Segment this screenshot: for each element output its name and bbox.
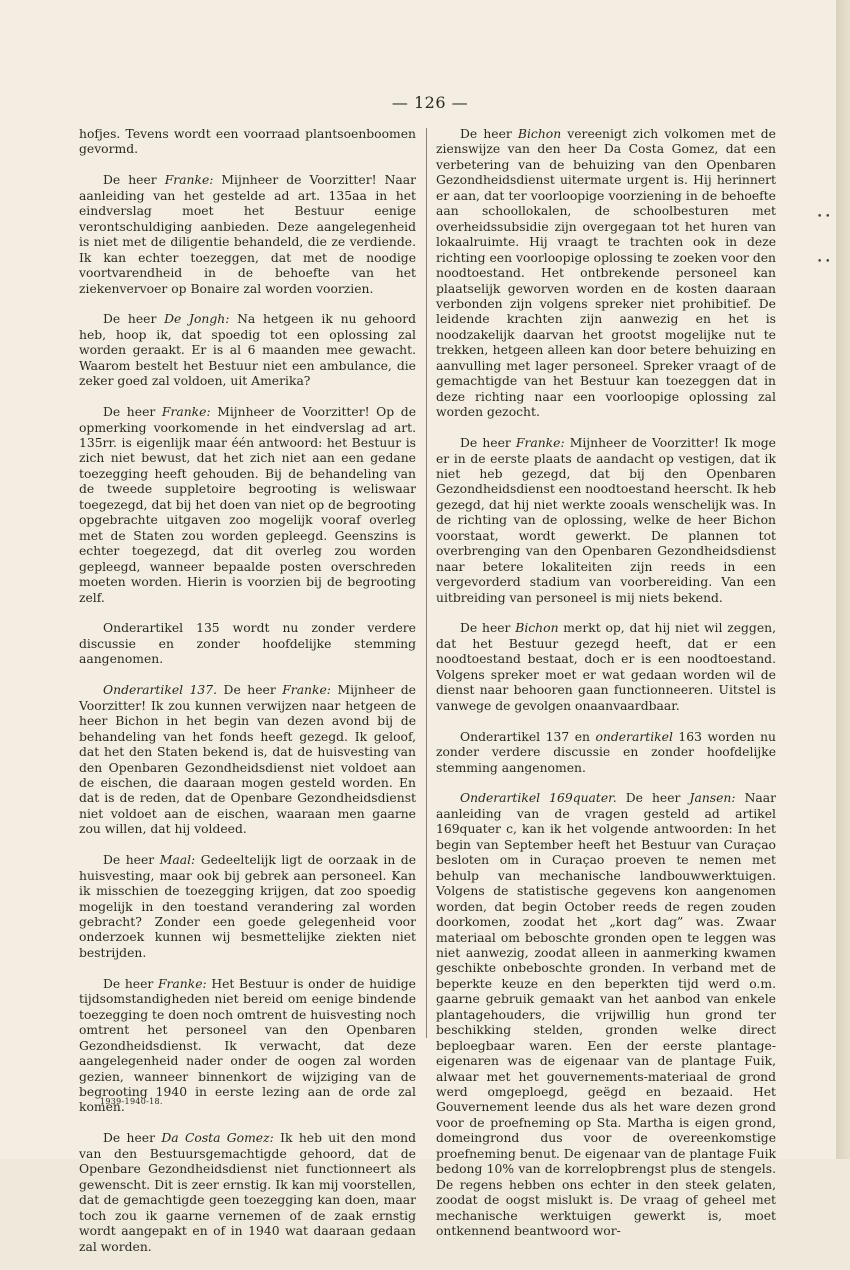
right-paragraph	[436, 436, 776, 606]
speaker-prefix: De heer	[103, 173, 165, 188]
speaker-prefix: De heer	[460, 621, 516, 636]
margin-mark-2: • •	[817, 257, 831, 267]
paragraph-text: Na hetgeen ik nu gehoord heb, hoop ik, dat spoedig tot een oplossing zal worden geraakt. Er is al 6 maanden mee gewacht. Waarom bestelt het Bestuur niet een ambulance, die zeker goed zal voldoen, uit Amerika?	[79, 312, 417, 389]
footer-code: 1939-1940-18.	[100, 1097, 163, 1106]
right-paragraph	[436, 621, 776, 714]
speaker-prefix: De heer	[460, 436, 516, 451]
paragraph-text: Naar aanleiding van de vragen gesteld ad artikel 169quater c, kan ik het volgende antwoorden: In het begin van September heeft het Bestuur van Curaçao besloten om in Curaçao proeven te nemen met behulp van mechanische landbouwwerktuigen. Volgens de statistische gegevens kon aangenomen worden, dat begin October reeds de regen zouden doorkomen, zoodat het „kort dag” was. Zwaar materiaal om beboschte gronden open te leggen was niet aanwezig, zoodat alleen in aanmerking kwamen geschikte onbeboschte gronden. In verband met de beperkte keuze en den beperkten tijd werd o.m. gaarne gebruik gemaakt van het aanbod van enkele plantagehouders, die vrijwillig hun grond ter beschikking stelden, gronden welke direct beploegbaar waren. Een der eerste plantage-eigenaren was de eigenaar van de plantage Fuik, alwaar met het gouvernements-materiaal de grond werd omgeploegd, geëgd en bezaaid. Het Gouvernement leende dus als het ware dezen grond voor de proefneming op Sta. Martha is eigen grond, domeingrond dus voor de overeenkomstige proefneming benut. De eigenaar van de plantage Fuik bedong 10% van de korrelopbrengst plus de stengels. De regens hebben ons echter in den steek gelaten, zoodat de oogst mislukt is. De vraag of geheel met mechanische werktuigen gewerkt is, moet ontkennend beantwoord wor-	[436, 791, 777, 1239]
left-paragraph	[79, 173, 416, 297]
speaker-prefix: De heer	[103, 405, 162, 420]
speaker-name: Franke:	[157, 976, 207, 991]
right-paragraph	[436, 127, 776, 421]
page-edge	[836, 0, 850, 1159]
column-divider	[426, 128, 427, 1038]
speaker-name: Franke:	[282, 683, 331, 698]
speaker-prefix: De heer	[616, 791, 690, 806]
paragraph-text: Mijnheer de Voorzitter! Op de opmerking voorkomende in het eindverslag ad art. 135rr. is eigenlijk maar één antwoord: het Bestuur is zich niet bewust, dat het zich niet aan een gedane toezegging heeft gehouden. Bij de behandeling van de tweede suppletoire begrooting is weliswaar toegezegd, dat bij het doen van niet op de begrooting opgebrachte uitgaven zoo mogelijk vooraf overleg met de Staten zou worden gepleegd. Geenszins is echter toegezegd, dat dit overleg zou worden gepleegd, wanneer bepaalde posten overschreden moeten worden. Hierin is voorzien bij de begrooting zelf.	[79, 405, 416, 605]
speaker-prefix: De heer	[103, 312, 165, 327]
page-number: — 126 —	[391, 93, 469, 112]
speaker-prefix: De heer	[217, 683, 283, 698]
article-label: Onderartikel 137.	[103, 683, 218, 698]
paragraph-text: 163 worden nu zonder verdere discussie en zonder hoofdelijke stemming aangenomen.	[436, 729, 776, 775]
article-label: Onderartikel 169quater.	[460, 791, 617, 806]
left-paragraph	[79, 621, 416, 667]
paragraph-text: Onderartikel 137 en	[460, 729, 596, 744]
left-paragraph	[79, 853, 416, 961]
right-column	[436, 127, 776, 1255]
paragraph-text: Onderartikel 135 wordt nu zonder verdere discussie en zonder hoofdelijke stemming aangenomen.	[79, 621, 416, 667]
paragraph-text: merkt op, dat hij niet wil zeggen, dat het Bestuur gezegd heeft, dat er een noodtoestand bestaat, doch er is een noodtoestand. Volgens spreker moet er wat gedaan worden wil de dienst naar behooren gaan functionneeren. Uitstel is vanwege de gevolgen onaanvaardbaar.	[436, 621, 777, 713]
paragraph-text: Gedeeltelijk ligt de oorzaak in de huisvesting, maar ook bij gebrek aan personeel. Kan ik misschien de toezegging krijgen, dat zoo spoedig mogelijk in den toestand verandering zal worden gebracht? Zonder een goede gelegenheid voor onderzoek kunnen wij besmettelijke ziekten niet bestrijden.	[79, 853, 417, 960]
paragraph-text: Mijnheer de Voorzitter! Naar aanleiding van het gestelde ad art. 135aa in het eindverslag moet het Bestuur eenige verontschuldiging aanbieden. Deze aangelegenheid is niet met de diligentie behandeld, die ze verdiende. Ik kan echter toezeggen, dat met de noodige voortvarendheid in de behoefte van het ziekenvervoer op Bonaire zal worden voorzien.	[79, 173, 416, 296]
paragraph-text: Mijnheer de Voorzitter! Ik zou kunnen verwijzen naar hetgeen de heer Bichon in het begin van dezen avond bij de behandeling van het fonds heeft gezegd. Ik geloof, dat het den Staten bekend is, dat de huisvesting van den Openbaren Gezondheidsdienst niet voldoet aan de eischen, die daaraan mogen gesteld worden. En dat is de reden, dat de Openbare Gezondheidsdienst niet voldoet aan de eischen, waaraan men gaarne zou willen, dat hij voldeed.	[79, 683, 416, 837]
paragraph-text: Ik heb uit den mond van den Bestuursgemachtigde gehoord, dat de Openbare Gezondheidsdienst niet functionneert als gewenscht. Dit is zeer ernstig. Ik kan mij voorstellen, dat de gemachtigde geen toezegging kan doen, maar toch zou ik gaarne vernemen of de zaak ernstig wordt aangepakt en of in 1940 wat daaraan gedaan zal worden.	[79, 1131, 416, 1254]
speaker-name: Franke:	[164, 173, 214, 188]
right-paragraph	[436, 730, 776, 776]
article-label: onderartikel	[595, 729, 673, 744]
left-paragraph	[79, 977, 416, 1116]
speaker-prefix: De heer	[103, 853, 160, 868]
speaker-name: Bichon	[515, 621, 559, 636]
left-paragraph	[79, 1131, 416, 1255]
paragraph-text: hofjes. Tevens wordt een voorraad plantsoenboomen gevormd.	[79, 127, 416, 157]
right-paragraph	[436, 791, 776, 1239]
speaker-name: Franke:	[515, 436, 565, 451]
speaker-prefix: De heer	[460, 127, 518, 141]
paragraph-text: Mijnheer de Voorzitter! Ik moge er in de eerste plaats de aandacht op vestigen, dat ik niet heb gezegd, dat bij den Openbaren Gezondheidsdienst een noodtoestand heerscht. Ik heb gezegd, dat hij niet werkte zooals wenschelijk was. In de richting van de oplossing, welke de heer Bichon voorstaat, wordt gewerkt. De plannen tot overbrenging van den Openbaren Gezondheidsdienst naar betere lokaliteiten zijn reeds in een vergevorderd stadium van voorbereiding. Van een uitbreiding van personeel is mij niets bekend.	[436, 436, 776, 605]
left-paragraph	[79, 127, 416, 158]
speaker-name: Jansen:	[689, 791, 736, 806]
speaker-name: Bichon	[517, 127, 562, 141]
speaker-name: Franke:	[161, 405, 211, 420]
paragraph-text: Het Bestuur is onder de huidige tijdsomstandigheden niet bereid om eenige bindende toezegging te doen noch omtrent de huisvesting noch omtrent het personeel van den Openbaren Gezondheidsdienst. Ik verwacht, dat deze aangelegenheid nader onder de oogen zal worden gezien, wanneer binnenkort de wijziging van de begrooting 1940 in eerste lezing aan de orde zal komen.	[79, 976, 416, 1115]
left-paragraph	[79, 405, 416, 606]
margin-mark-1: • •	[817, 212, 831, 222]
left-paragraph	[79, 312, 416, 389]
speaker-name: Da Costa Gomez:	[161, 1131, 274, 1146]
speaker-prefix: De heer	[103, 1131, 162, 1146]
paragraph-text: vereenigt zich volkomen met de zienswijze van den heer Da Costa Gomez, dat een verbetering van de behuizing van den Openbaren Gezondheidsdienst uitermate urgent is. Hij herinnert er aan, dat ter voorloopige voorziening in de behoefte aan schoollokalen, de schoolbesturen met overheidssubsidie zijn overgegaan tot het huren van lokaalruimte. Hij vraagt te trachten ook in deze richting een voorloopige oplossing te zoeken voor den noodtoestand. Het ontbrekende personeel kan plaatselijk geworven worden en de kosten daaraan verbonden zijn volgens spreker niet prohibitief. De leidende krachten zijn aanwezig en het is noodzakelijk daarvan het grootst mogelijke nut te trekken, hetgeen alleen kan door betere behuizing en aanvulling met lager personeel. Spreker vraagt of de gemachtigde van het Bestuur kan toezeggen dat in deze richting naar een voorloopige oplossing zal worden gezocht.	[436, 127, 776, 420]
speaker-name: De Jongh:	[164, 312, 230, 327]
speaker-prefix: De heer	[103, 976, 158, 991]
speaker-name: Maal:	[159, 853, 196, 868]
left-paragraph	[79, 683, 416, 838]
